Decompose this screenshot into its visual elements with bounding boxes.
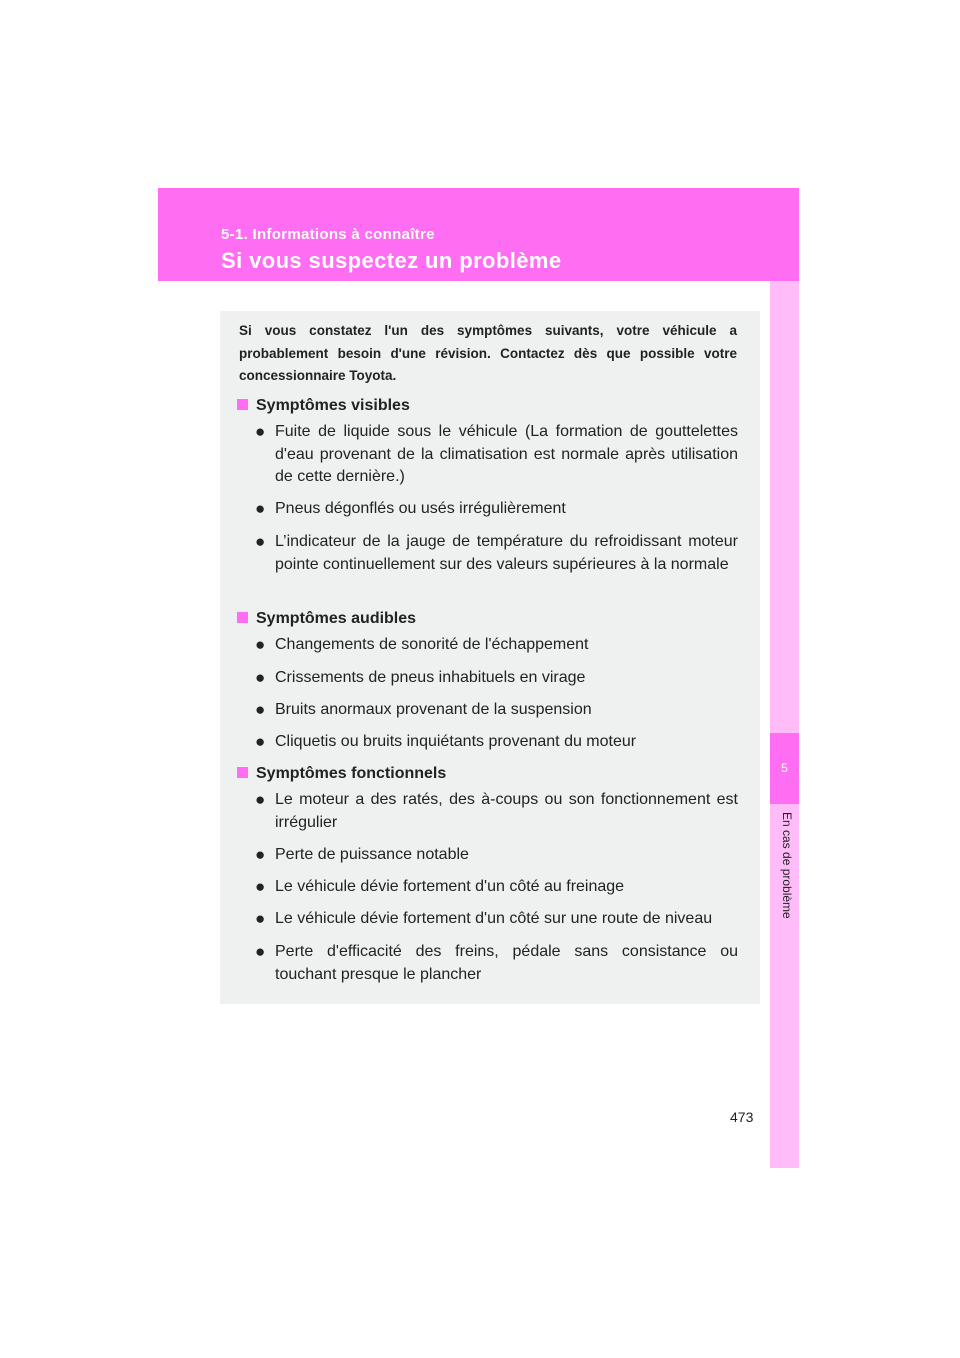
section-visible-symptoms <box>237 397 410 415</box>
list-item-text: Changements de sonorité de l'échappement <box>275 636 589 653</box>
round-bullet-icon: ● <box>255 668 266 687</box>
list-item-text: L’indicateur de la jauge de température du refroidissant moteur pointe continuellement sur des valeurs supérieures à la normale <box>275 533 738 573</box>
section-heading: Symptômes audibles <box>256 610 417 627</box>
list-item <box>255 844 738 867</box>
round-bullet-icon: ● <box>255 499 266 518</box>
list-item <box>255 531 738 576</box>
list-item <box>255 908 738 931</box>
list-item <box>255 667 738 690</box>
list-item <box>255 876 738 899</box>
page-number: 473 <box>730 1109 754 1125</box>
list-item-text: Fuite de liquide sous le véhicule (La formation de gouttelettes d'eau provenant de la climatisation est normale après utilisation de cette dernière.) <box>275 423 738 485</box>
round-bullet-icon: ● <box>255 532 266 551</box>
round-bullet-icon: ● <box>255 845 266 864</box>
list-item <box>255 941 738 986</box>
list-item-text: Cliquetis ou bruits inquiétants provenant du moteur <box>275 733 637 750</box>
content-box <box>220 311 760 1004</box>
page-title: Si vous suspectez un problème <box>221 248 562 273</box>
round-bullet-icon: ● <box>255 790 266 809</box>
round-bullet-icon: ● <box>255 909 266 928</box>
round-bullet-icon: ● <box>255 700 266 719</box>
section-functional-symptoms <box>237 765 446 783</box>
round-bullet-icon: ● <box>255 635 266 654</box>
list-item-text: Pneus dégonflés ou usés irrégulièrement <box>275 500 566 517</box>
chapter-title: En cas de problème <box>780 812 794 919</box>
chapter-number: 5 <box>781 761 788 775</box>
list-item-text: Perte d'efficacité des freins, pédale sans consistance ou touchant presque le plancher <box>275 943 738 983</box>
section-label: 5-1. Informations à connaître <box>221 226 435 243</box>
side-tab <box>770 281 799 1168</box>
square-bullet-icon <box>237 399 248 410</box>
list-item-text: Bruits anormaux provenant de la suspension <box>275 701 592 718</box>
round-bullet-icon: ● <box>255 942 266 961</box>
section-heading: Symptômes fonctionnels <box>256 765 447 782</box>
list-item-text: Le véhicule dévie fortement d'un côté au freinage <box>275 878 625 895</box>
square-bullet-icon <box>237 767 248 778</box>
round-bullet-icon: ● <box>255 422 266 441</box>
round-bullet-icon: ● <box>255 732 266 751</box>
list-item <box>255 699 738 722</box>
round-bullet-icon: ● <box>255 877 266 896</box>
list-item <box>255 789 738 834</box>
list-item <box>255 731 738 754</box>
square-bullet-icon <box>237 612 248 623</box>
list-item-text: Crissements de pneus inhabituels en virage <box>275 669 586 686</box>
intro-text: Si vous constatez l'un des symptômes suivants, votre véhicule a probablement besoin d'une révision. Contactez dès que possible votre concessionnaire Toyota. <box>239 323 737 383</box>
list-item-text: Le véhicule dévie fortement d'un côté sur une route de niveau <box>275 910 713 927</box>
list-item <box>255 498 738 521</box>
list-item <box>255 634 738 657</box>
list-item-text: Perte de puissance notable <box>275 846 469 863</box>
list-item-text: Le moteur a des ratés, des à-coups ou son fonctionnement est irrégulier <box>275 791 738 831</box>
section-audible-symptoms <box>237 610 416 628</box>
list-item <box>255 421 738 489</box>
section-heading: Symptômes visibles <box>256 397 410 414</box>
